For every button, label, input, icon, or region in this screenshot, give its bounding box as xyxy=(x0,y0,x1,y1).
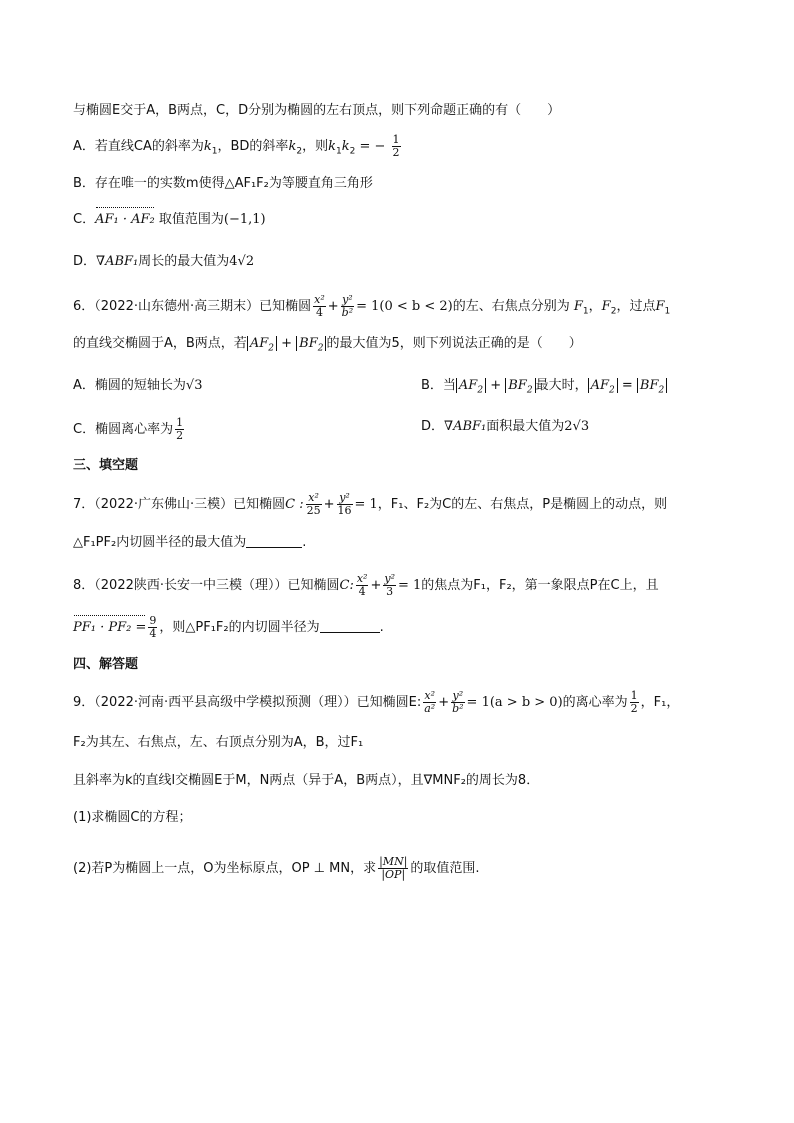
q9-part1: (1)求椭圆C的方程； xyxy=(73,810,192,825)
section-fill-blank-heading: 三、填空题 xyxy=(73,458,139,473)
q6-option-d: D．∇ABF₁面积最大值为2√3 xyxy=(421,419,590,434)
q6-line1: 6．（2022·山东德州·高三期末）已知椭圆 $\frac{\text{x²}}{4}$ + $\frac{\text{y²}}{\text{b²}}$ = 1(0 < b < 2)的左、右焦点分别为 $F_1$，$F_2$，过点$F_1$ xyxy=(73,293,671,319)
q9-line1: 9．（2022·河南·西平县高级中学模拟预测（理））已知椭圆E: $\frac{\text{x²}}{\text{a²}}$ + $\frac{\text{y²}}{\text{b²}}$ = 1(a > b > 0)的离心率为 $\frac{1}{2}$ ，F₁， xyxy=(73,689,680,715)
section-solve-heading: 四、解答题 xyxy=(73,657,139,672)
q7-line2: △F₁PF₂内切圆半径的最大值为 . xyxy=(73,535,307,550)
q9-line2: F₂为其左、右焦点，左、右顶点分别为A，B，过F₁ xyxy=(73,735,364,750)
q8-line1: 8．（2022陕西·长安一中三模（理））已知椭圆C: $\frac{\text{x²}}{4}$ + $\frac{\text{y²}}{3}$ = 1的焦点为F₁，F₂，第一象限点P在C上，且 xyxy=(73,572,659,598)
q6-option-c: C．椭圆离心率为 $\frac{1}{2}$ xyxy=(73,416,184,442)
q5-stem: 与椭圆E交于A，B两点，C，D分别为椭圆的左右顶点，则下列命题正确的有（ ） xyxy=(73,103,561,118)
q5-option-b: B．存在唯一的实数m使得△AF₁F₂为等腰直角三角形 xyxy=(73,176,373,191)
q5-option-d: D．∇ABF₁周长的最大值为4√2 xyxy=(73,254,255,269)
q6-option-a: A．椭圆的短轴长为√3 xyxy=(73,378,203,393)
q6-options-cd xyxy=(73,417,734,442)
answer-blank xyxy=(246,533,302,548)
fraction-half: $\frac{1}{2}$ xyxy=(392,133,400,159)
answer-blank xyxy=(320,618,380,633)
q6-option-b: B．当 $AF_2 + BF_2$ 最大时， $AF_2 = BF_2$ xyxy=(421,376,667,401)
q5-option-a: A．若直线CA的斜率为$k_1$，BD的斜率$k_2$，则$k_1k_2$ = − $\frac{1}{2}$ xyxy=(73,133,400,159)
q7-line1: 7．（2022·广东佛山·三模）已知椭圆C : $\frac{\text{x²}}{25}$ + $\frac{\text{y²}}{16}$ = 1，F₁、F₂为C的左、右焦点，P是椭圆上的动点，则 xyxy=(73,491,668,517)
q5-option-c: C．AF₁ · AF₂ 取值范围为(−1,1) xyxy=(73,210,734,230)
q9-line3: 且斜率为k的直线l交椭圆E于M，N两点（异于A，B两点），且∇MNF₂的周长为8． xyxy=(73,773,540,788)
q8-line2: PF₁ · PF₂ = $\frac{9}{4}$ ，则△PF₁F₂的内切圆半径为 . xyxy=(73,614,384,640)
q9-part2: (2)若P为椭圆上一点，O为坐标原点，OP ⊥ MN，求 $\frac{|MN|}{|OP|}$ 的取值范围. xyxy=(73,855,480,881)
q6-options-ab xyxy=(73,376,734,396)
q6-line2: 的直线交椭圆于A，B两点，若 $AF_2 + BF_2$ 的最大值为5，则下列说法正确的是（ ） xyxy=(73,336,582,354)
